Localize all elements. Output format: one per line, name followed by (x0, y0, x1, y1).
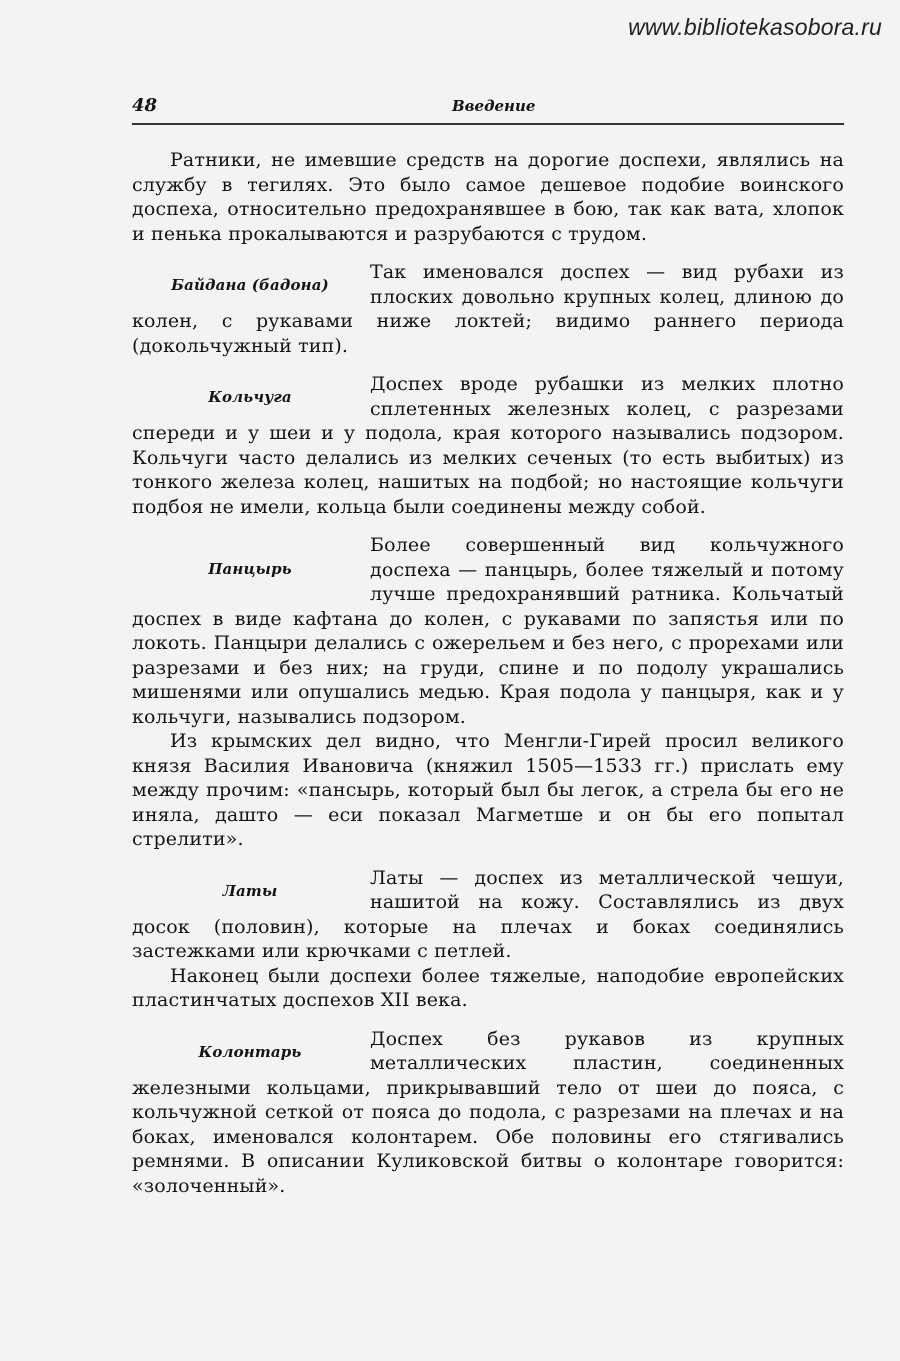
paragraph-plate-armor: Наконец были доспехи более тяжелые, наподобие европейских пластинчатых доспехов XII века. (132, 964, 844, 1011)
section-title: Введение (452, 97, 536, 115)
entry-kolchuga (132, 372, 844, 519)
paragraph-tegilyai: Ратники, не имевшие средств на дорогие доспехи, являлись на службу в тегилях. Это было самое дешевое подобие воинского доспеха, относительно предохранявшее в бою, так как вата, хлопок и пенька прокалываются и разрубаются с трудом. (132, 149, 844, 245)
term-kolchuga: Кольчуга (208, 388, 292, 406)
entry-pantsyr-text: Более совершенный вид кольчужного доспеха — панцырь, более тяжелый и потому лучше предохранявший ратника. Кольчатый доспех в виде кафтана до колен, с рукавами по запястья или по локоть. Панцыри делались с ожерельем и без него, с прорехами или разрезами и без них; на груди, спине и по подолу украшались мишенями или опушались медью. Края подола у панцыря, как и у кольчуги, назывались подзором. (132, 534, 844, 728)
term-baidana: Байдана (бадона) (171, 276, 329, 294)
running-head (132, 93, 844, 125)
entry-baidana (132, 260, 844, 358)
term-laty: Латы (222, 881, 278, 900)
paragraph-mengli-girei: Из крымских дел видно, что Менгли-Гирей просил великого князя Василия Ивановича (княжил 1505—1533 гг.) прислать ему между прочим: «пансырь, который был бы легок, а стрела бы его не иняла, дашто — еси показал Магметше и он бы его попытал стрелити». (132, 730, 844, 850)
term-pantsyr: Панцырь (208, 560, 292, 578)
entry-kolontar (132, 1027, 844, 1199)
entry-baidana-text: Так именовался доспех — вид рубахи из плоских довольно крупных колец, длиною до колен, с рукавами ниже локтей; видимо раннего периода (докольчужный тип). (132, 261, 844, 357)
entry-laty (132, 866, 844, 964)
entry-pantsyr (132, 533, 844, 729)
page-body (132, 148, 844, 1198)
site-watermark: www.bibliotekasobora.ru (628, 14, 882, 40)
page-number: 48 (132, 95, 158, 116)
entry-kolontar-text: Доспех без рукавов из крупных металлических пластин, соединенных железными кольцами, прикрывавший тело от шеи до пояса, с кольчужной сеткой от пояса до подола, с разрезами на плечах и на боках, именовался колонтарем. Обе половины его стягивались ремнями. В описании Куликовской битвы о колонтаре говорится: «золоченный». (132, 1027, 844, 1197)
entry-laty-text: Латы — доспех из металлической чешуи, нашитой на кожу. Составлялись из двух досок (половин), которые на плечах и боках соединялись застежками или крючками с петлей. (132, 866, 844, 962)
term-kolontar: Колонтарь (198, 1042, 302, 1061)
entry-kolchuga-text: Доспех вроде рубашки из мелких плотно сплетенных железных колец, с разрезами спереди и у шеи и у подола, края которого назывались подзором. Кольчуги часто делались из мелких сеченых (то есть выбитых) из тонкого железа колец, нашитых на подбой; но настоящие кольчуги подбоя не имели, кольца были соединены между собой. (132, 373, 844, 518)
